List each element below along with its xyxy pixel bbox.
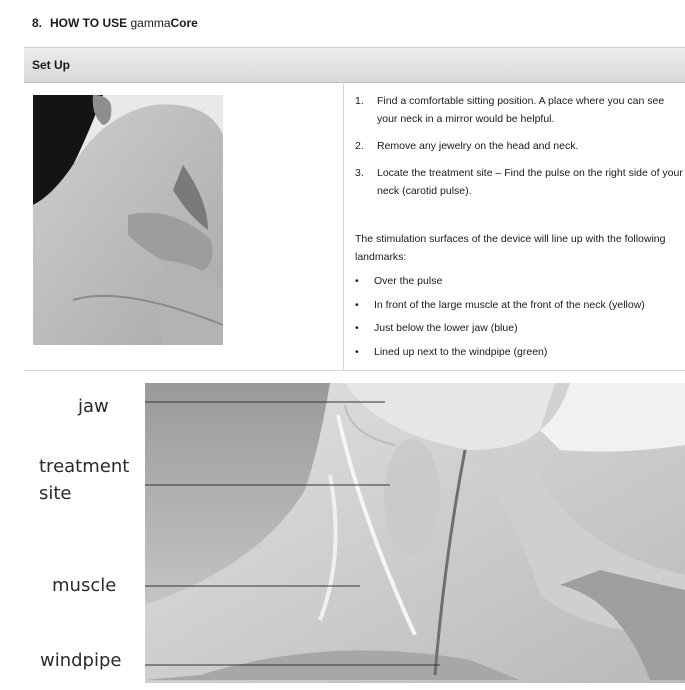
- label-muscle: muscle: [52, 575, 117, 596]
- treatment-site-marker: [384, 439, 440, 555]
- landmark-item: • Lined up next to the windpipe (green): [355, 344, 685, 360]
- heading-prefix: HOW TO USE: [50, 16, 128, 30]
- step-text: Locate the treatment site – Find the pulse on the right side of your neck (carotid pulse).: [377, 167, 683, 197]
- landmark-diagram: [0, 375, 685, 685]
- step-text: Find a comfortable sitting position. A place where you can see your neck in a mirror would be helpful.: [377, 95, 665, 125]
- step-item: [355, 137, 685, 155]
- label-site: site: [39, 483, 72, 504]
- column-divider: [343, 82, 344, 370]
- step-item: [355, 92, 685, 128]
- step-number: 1.: [355, 95, 364, 107]
- landmark-item: • Just below the lower jaw (blue): [355, 320, 685, 336]
- section-heading: [32, 16, 198, 30]
- neck-pulse-photo: [33, 95, 223, 345]
- setup-title: Set Up: [32, 58, 71, 72]
- row-divider: [24, 370, 685, 371]
- landmarks-list: [355, 273, 685, 367]
- landmarks-intro: The stimulation surfaces of the device will line up with the following landmarks:: [355, 233, 666, 263]
- label-jaw: jaw: [78, 396, 109, 417]
- brand-light: gamma: [130, 16, 171, 30]
- landmark-item: • In front of the large muscle at the front of the neck (yellow): [355, 297, 685, 313]
- step-item: [355, 164, 685, 200]
- setup-steps: [355, 92, 685, 209]
- step-text: Remove any jewelry on the head and neck.: [377, 140, 579, 152]
- section-number: 8.: [32, 16, 43, 30]
- landmark-item: • Over the pulse: [355, 273, 685, 289]
- label-windpipe: windpipe: [40, 650, 122, 671]
- setup-header-bar: [24, 47, 685, 83]
- step-number: 2.: [355, 140, 364, 152]
- step-number: 3.: [355, 167, 364, 179]
- brand-bold: Core: [170, 16, 198, 30]
- label-treatment: treatment: [39, 456, 130, 477]
